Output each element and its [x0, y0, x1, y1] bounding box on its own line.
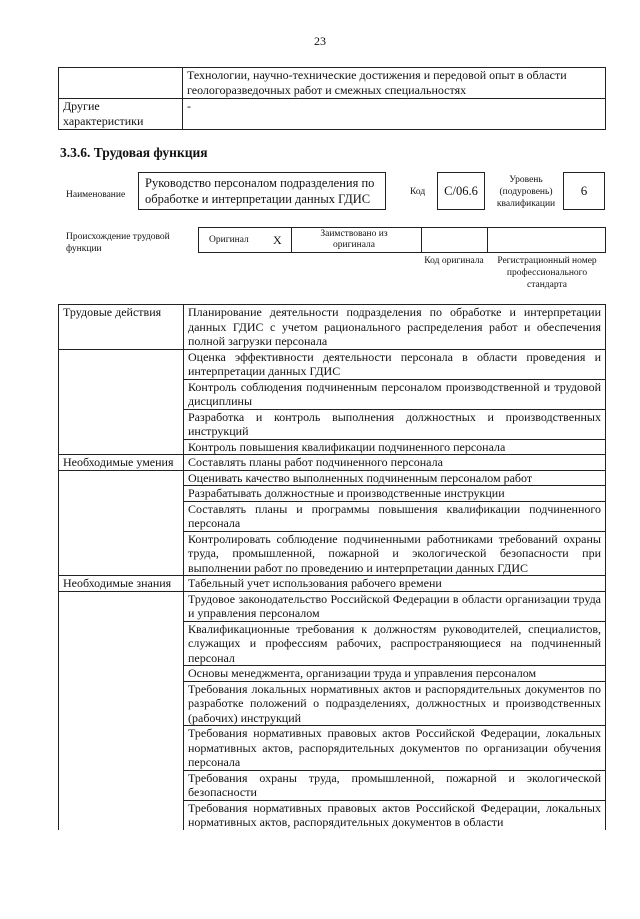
level-value: 6 [563, 172, 605, 210]
empty-label-cell [59, 68, 183, 99]
section-title: 3.3.6. Трудовая функция [60, 145, 208, 160]
list-item: Основы менеджмента, организации труда и управления персоналом [184, 666, 606, 682]
origin-label: Происхождение трудовой функции [66, 232, 170, 254]
code-caption: Код оригинала [424, 256, 484, 266]
origin-row [198, 227, 606, 253]
table-row [59, 531, 606, 576]
list-item: Требования охраны труда, промышленной, пожарной и экологической безопасности [184, 770, 606, 800]
table-row [59, 726, 606, 771]
list-item: Планирование деятельности подразделения по обработке и интерпретации данных ГДИС с учетом рационального распределения работ и обеспечения полной загрузки персонала [184, 305, 606, 350]
list-item: Трудовое законодательство Российской Федерации в области организации труда и управления персоналом [184, 591, 606, 621]
list-item: Составлять планы работ подчиненного персонала [184, 455, 606, 471]
group-label-labor-actions: Трудовые действия [59, 305, 184, 350]
table-row [59, 501, 606, 531]
table-cell: Технологии, научно-технические достижения и передовой опыт в области геологоразведочных работ и смежных специальностях [183, 68, 606, 99]
code-label: Код [410, 187, 426, 197]
name-value: Руководство персоналом подразделения по обработке и интерпретации данных ГДИС [138, 172, 386, 210]
table-row [59, 439, 606, 455]
list-item: Табельный учет использования рабочего времени [184, 576, 606, 592]
original-label: Оригинал [209, 235, 249, 245]
list-item: Требования нормативных правовых актов Российской Федерации, локальных нормативных актов, распорядительных документов в области [184, 800, 606, 830]
table-row [59, 455, 606, 471]
list-item: Оценивать качество выполненных подчиненным персоналом работ [184, 470, 606, 486]
table-row [59, 409, 606, 439]
list-item: Разрабатывать должностные и производственные инструкции [184, 486, 606, 502]
list-item: Контролировать соблюдение подчиненными работниками требований охраны труда, промышленной, пожарной и экологической безопасности при выполнении работ по проведению и интерпретации данных ГДИС [184, 531, 606, 576]
list-item: Оценка эффективности деятельности персонала в области проведения и интерпретации данных ГДИС [184, 349, 606, 379]
table-row [59, 621, 606, 666]
borrowed-label: Заимствовано из оригинала [320, 229, 388, 250]
top-table [58, 67, 606, 130]
table-row [59, 349, 606, 379]
table-row [59, 681, 606, 726]
list-item: Составлять планы и программы повышения квалификации подчиненного персонала [184, 501, 606, 531]
table-row [59, 800, 606, 830]
group-label-skills: Необходимые умения [59, 455, 184, 471]
list-item: Квалификационные требования к должностям руководителей, специалистов, служащих и профессиям рабочих, распространяющиеся на подчиненный персонал [184, 621, 606, 666]
table-row [59, 99, 606, 130]
table-row [59, 68, 606, 99]
original-mark: X [273, 233, 282, 247]
name-label: Наименование [66, 190, 126, 200]
table-row [59, 305, 606, 350]
divider [487, 228, 488, 252]
list-item: Контроль соблюдения подчиненным персоналом производственной и трудовой дисциплины [184, 379, 606, 409]
level-label: Уровень (подуровень) квалификации [496, 175, 556, 209]
other-characteristics-value: - [183, 99, 606, 130]
table-row [59, 486, 606, 502]
table-row [59, 470, 606, 486]
code-value: С/06.6 [437, 172, 485, 210]
table-row [59, 591, 606, 621]
function-details-table [58, 304, 606, 830]
other-characteristics-label: Другие характеристики [59, 99, 183, 130]
divider [291, 228, 292, 252]
list-item: Требования нормативных правовых актов Российской Федерации, локальных нормативных актов, распорядительных документов по организации обучения персонала [184, 726, 606, 771]
table-row [59, 379, 606, 409]
table-row [59, 576, 606, 592]
reg-number-caption: Регистрационный номер профессионального стандарта [497, 256, 597, 290]
list-item: Разработка и контроль выполнения должностных и производственных инструкций [184, 409, 606, 439]
list-item: Контроль повышения квалификации подчиненного персонала [184, 439, 606, 455]
table-row [59, 666, 606, 682]
list-item: Требования локальных нормативных актов и распорядительных документов по разработке положений о подразделениях, должностных и производственных (рабочих) инструкций [184, 681, 606, 726]
page-number: 23 [314, 34, 326, 48]
group-label-knowledge: Необходимые знания [59, 576, 184, 592]
divider [421, 228, 422, 252]
table-row [59, 770, 606, 800]
